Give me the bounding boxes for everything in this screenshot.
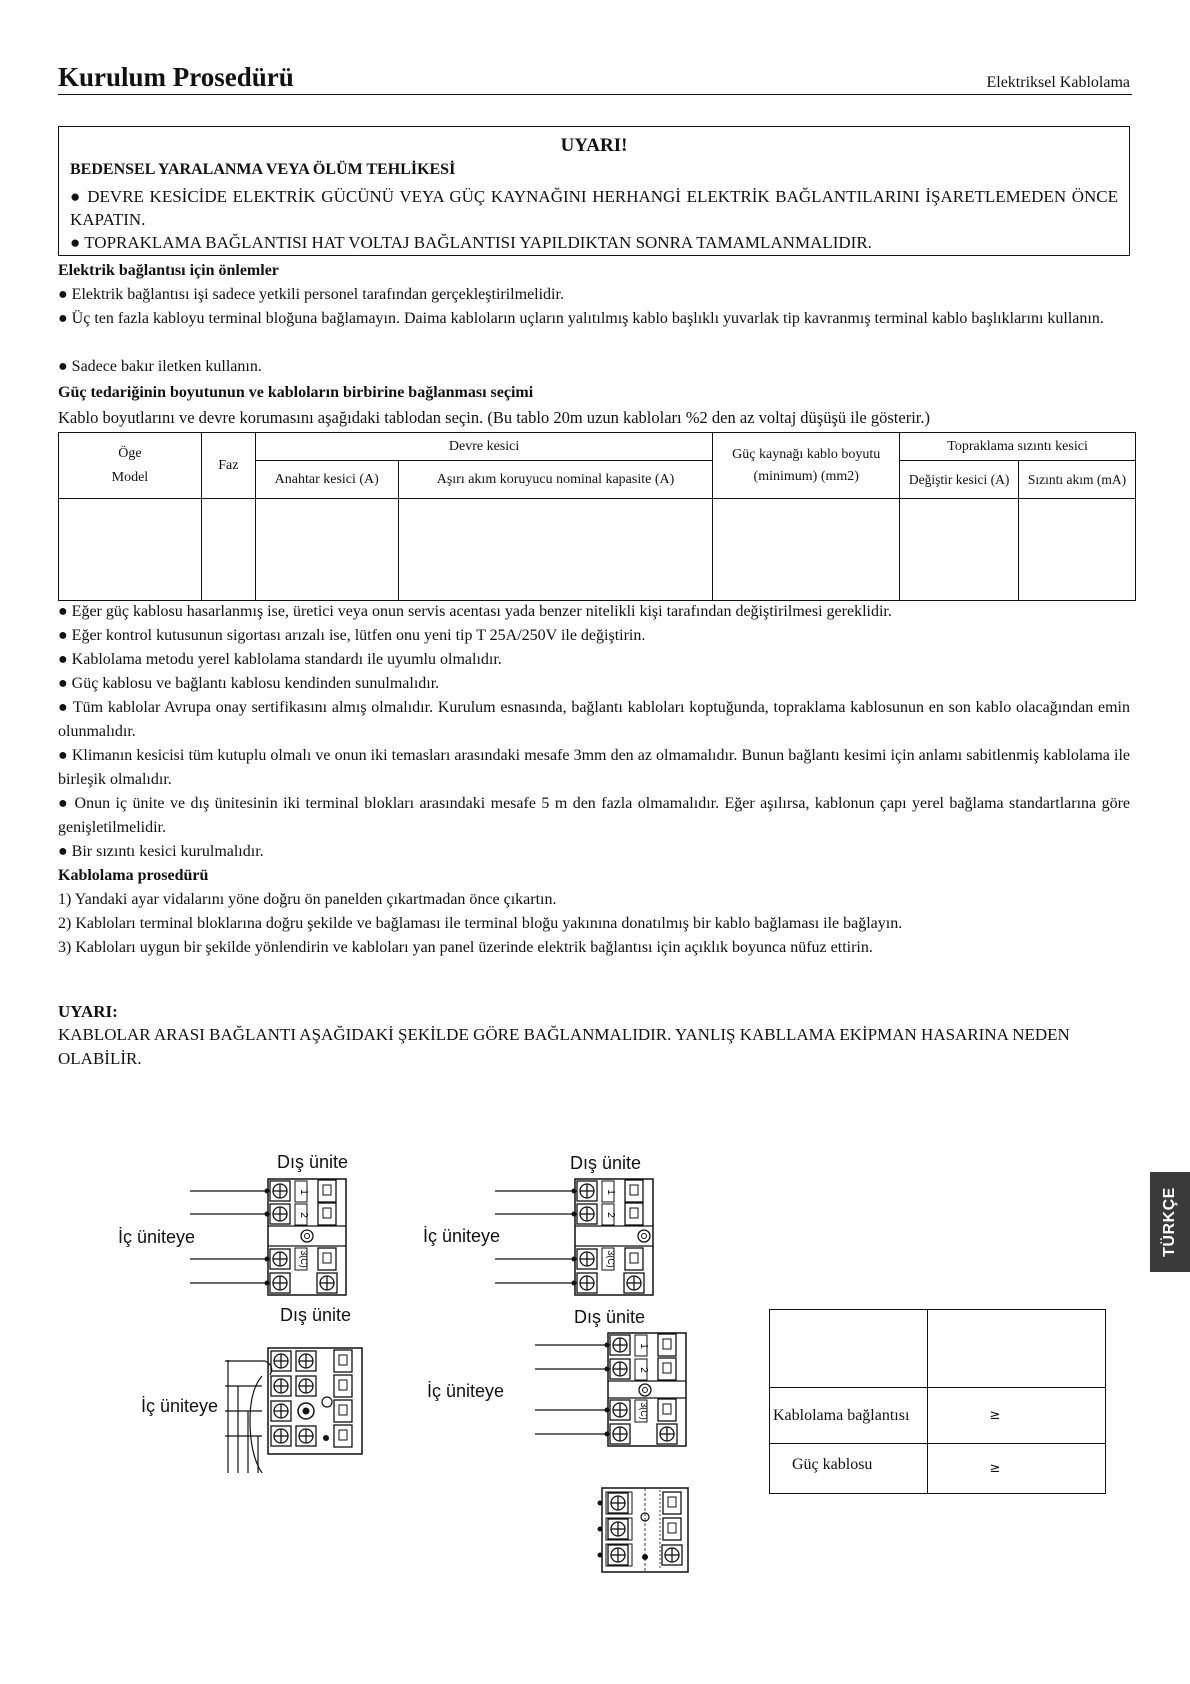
terminal-label: 1 — [605, 1189, 616, 1195]
model-label: Model — [111, 469, 149, 485]
precautions-heading: Elektrik bağlantısı için önlemler — [58, 262, 279, 279]
note-item: ● Tüm kablolar Avrupa onay sertifikasını almış olmalıdır. Kurulum esnasında, bağlantı kabloları koptuğunda, topraklama kablosunun en son kablo olacağından emin olunmalıdır. — [58, 699, 1130, 740]
warning2-text: KABLOLAR ARASI BAĞLANTI AŞAĞIDAKİ ŞEKİLDE GÖRE BAĞLANMALIDIR. YANLIŞ KABLLAMA EKİPMAN HASARINA NEDEN OLABİLİR. — [58, 1025, 1070, 1068]
wire-table-cell — [927, 1310, 1105, 1388]
diagram-c-indoor-label: İç üniteye — [141, 1396, 219, 1416]
note-item: ● Bir sızıntı kesici kurulmalıdır. — [58, 843, 264, 860]
diagram-a-terminal-block — [190, 1179, 346, 1295]
faz-header: Faz — [201, 433, 255, 499]
wire-row-label: Kablolama bağlantısı — [770, 1388, 928, 1444]
diagram-d-terminal-block — [535, 1333, 686, 1446]
note-item: ● Kablolama metodu yerel kablolama standardı ile uyumlu olmalıdır. — [58, 651, 502, 668]
note-item: ● Eğer güç kablosu hasarlanmış ise, üretici veya onun servis acentası yada benzer nitelikli kişi tarafından değiştirilmesi gereklidir. — [58, 603, 892, 620]
devre-kesici-header: Devre kesici — [255, 433, 713, 461]
oge-label: Öge — [118, 445, 142, 461]
procedure-step: 3) Kabloları uygun bir şekilde yönlendirin ve kabloları yan panel üzerinde elektrik bağlantısı için açıklık boyunca nüfuz ettirin. — [58, 939, 873, 956]
note-item: ● Onun iç ünite ve dış ünitesinin iki terminal blokları arasındaki mesafe 5 m den fazla olmamalıdır. Eğer aşılırsa, kablonun çapı yerel bağlama standartlarına göre genişletilmelidir. — [58, 795, 1130, 836]
degistir-kesici-header: Değiştir kesici (A) — [900, 461, 1019, 499]
asiri-akim-header: Aşırı akım koruyucu nominal kapasite (A) — [398, 461, 713, 499]
note-item: ● Güç kablosu ve bağlantı kablosu kendinden sunulmalıdır. — [58, 675, 440, 692]
topraklama-header: Topraklama sızıntı kesici — [900, 433, 1136, 461]
wire-table-cell — [770, 1310, 928, 1388]
wire-row-symbol: ≥ — [927, 1444, 1105, 1494]
warning2-heading: UYARI: — [58, 1002, 118, 1021]
guc-kablo-line-1: Güç kaynağı kablo boyutu — [732, 446, 881, 462]
diagram-b-outdoor-label: Dış ünite — [570, 1153, 642, 1173]
precaution-item: ● Elektrik bağlantısı işi sadece yetkili personel tarafından gerçekleştirilmelidir. — [58, 286, 564, 303]
wire-table — [769, 1309, 1106, 1494]
guc-kablo-line-2: (minimum) (mm2) — [753, 468, 859, 484]
procedure-step: 2) Kabloları terminal bloklarına doğru şekilde ve bağlaması ile terminal bloğu yakınına donatılmış bir kablo bağlaması ile bağlayın. — [58, 915, 903, 932]
diagram-a-outdoor-label: Dış ünite — [277, 1152, 349, 1172]
precaution-item: ● Üç ten fazla kabloyu terminal bloğuna bağlamayın. Daima kabloların uçların yalıtılmış kablo başlıklı yuvarlak tip kavranmış terminal kablo başlıklarını kullanın. — [58, 310, 1104, 327]
warning-line-1: BEDENSEL YARALANMA VEYA ÖLÜM TEHLİKESİ — [70, 161, 456, 178]
terminal-label: 3(C) — [299, 1250, 309, 1268]
note-item: ● Eğer kontrol kutusunun sigortası arızalı ise, lütfen onu yeni tip T 25A/250V ile değiştirin. — [58, 627, 646, 644]
diagram-b-indoor-label: İç üniteye — [423, 1226, 501, 1246]
selection-intro: Kablo boyutlarını ve devre korumasını aşağıdaki tablodan seçin. (Bu tablo 20m uzun kabloları %2 den az voltaj düşüşü ile gösterir.) — [58, 408, 930, 427]
selection-heading: Güç tedariğinin boyutunun ve kabloların birbirine bağlanması seçimi — [58, 384, 534, 401]
procedure-step: 1) Yandaki ayar vidalarını yöne doğru ön panelden çıkartmadan önce çıkartın. — [58, 891, 557, 908]
wire-row-label: Güç kablosu — [770, 1444, 928, 1494]
terminal-label: 1 — [638, 1343, 649, 1349]
diagram-e-terminal-block — [598, 1488, 689, 1572]
procedure-heading: Kablolama prosedürü — [58, 867, 209, 884]
warning-line-3: ● TOPRAKLAMA BAĞLANTISI HAT VOLTAJ BAĞLANTISI YAPILDIKTAN SONRA TAMAMLANMALIDIR. — [70, 233, 872, 252]
language-tab — [1150, 1172, 1190, 1272]
note-item: ● Klimanın kesicisi tüm kutuplu olmalı ve onun iki temasları arasındaki mesafe 3mm den az olmamalıdır. Bunun bağlantı kesimi için anlamı sabitlenmiş kablolama ile birleşik olmalıdır. — [58, 747, 1130, 788]
diagram-a-indoor-label: İç üniteye — [118, 1227, 196, 1247]
warning-line-2: ● DEVRE KESİCİDE ELEKTRİK GÜCÜNÜ VEYA GÜÇ KAYNAĞINI HERHANGİ ELEKTRİK BAĞLANTILARINI İŞARETLEMEDEN ÖNCE KAPATIN. — [70, 187, 1118, 229]
diagram-d-outdoor-label: Dış ünite — [574, 1307, 646, 1327]
warning-title: UYARI! — [560, 135, 628, 156]
precaution-item: ● Sadece bakır iletken kullanın. — [58, 358, 262, 375]
diagram-c-terminal-block — [225, 1348, 362, 1473]
diagram-d-indoor-label: İç üniteye — [427, 1381, 505, 1401]
terminal-label: 2 — [298, 1212, 309, 1218]
sizinti-akim-header: Sızıntı akım (mA) — [1019, 461, 1136, 499]
section-label: Elektriksel Kablolama — [986, 74, 1130, 91]
diagram-c-outdoor-label: Dış ünite — [280, 1305, 352, 1325]
anahtar-kesici-header: Anahtar kesici (A) — [255, 461, 398, 499]
terminal-label: 1 — [298, 1189, 309, 1195]
diagram-b-terminal-block — [495, 1179, 653, 1295]
terminal-label: 2 — [638, 1367, 649, 1373]
terminal-label: 3(C) — [606, 1250, 616, 1268]
wire-row-symbol: ≥ — [927, 1388, 1105, 1444]
terminal-label: 2 — [605, 1212, 616, 1218]
terminal-label: 3(C) — [639, 1402, 649, 1420]
language-tab-label: TÜRKÇE — [1161, 1187, 1178, 1257]
page-title: Kurulum Prosedürü — [58, 62, 294, 92]
